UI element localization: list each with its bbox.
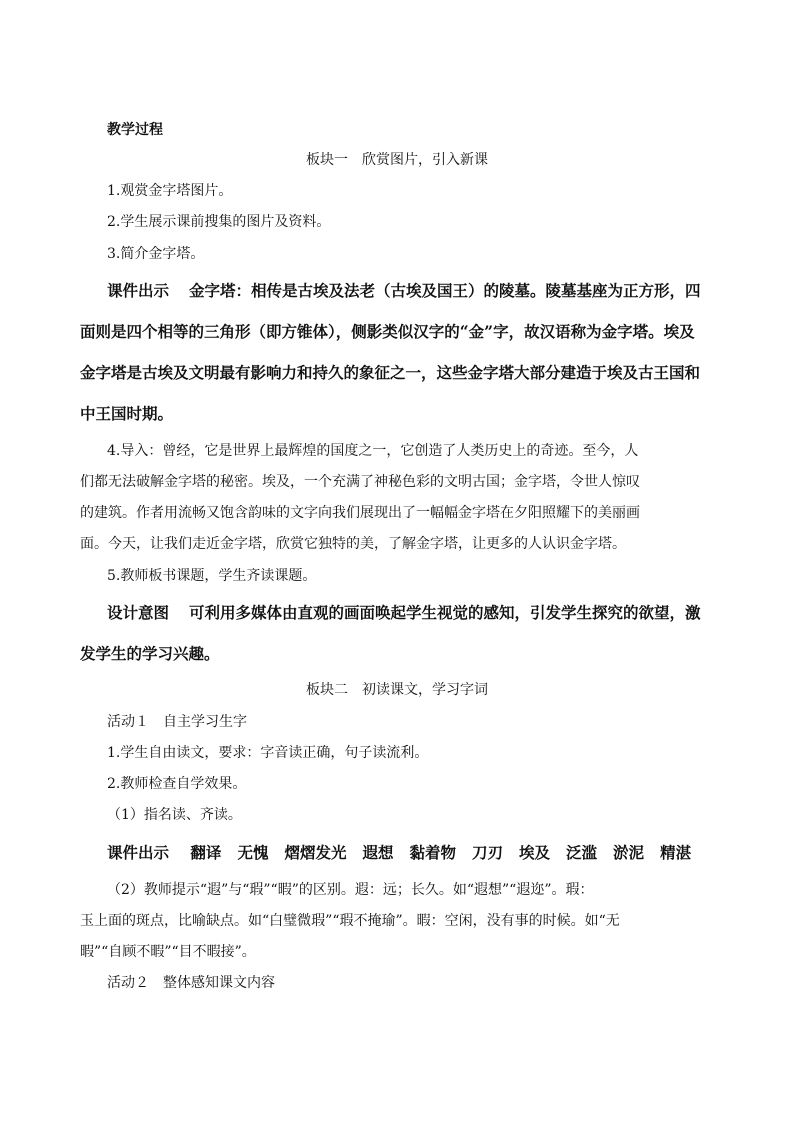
s2-item-3: （1）指名读、齐读。	[107, 807, 242, 823]
s1-intro-line-2: 的建筑。作者用流畅又饱含韵味的文字向我们展现出了一幅幅金字塔在夕阳照耀下的美丽画	[80, 505, 640, 521]
vocab-word: 无愧	[237, 843, 269, 862]
vocab-word: 翻译	[190, 843, 222, 862]
s1-courseware-label: 课件出示	[107, 281, 170, 300]
s2-activity2-title: 整体感知课文内容	[163, 975, 275, 991]
s2-note-line-0: （2）教师提示“遐”与“瑕”“暇”的区别。遐：远；长久。如“遐想”“遐迩”。瑕：	[107, 882, 594, 898]
section1-title	[0, 150, 794, 170]
s1-courseware-text-0: 金字塔：相传是古埃及法老（古埃及国王）的陵墓。陵墓基座为正方形，四	[189, 281, 701, 300]
s1-intro-line-0: 4.导入：曾经，它是世界上最辉煌的国度之一，它创造了人类历史上的奇迹。至今，人	[107, 443, 639, 459]
word-list	[190, 843, 707, 862]
s2-activity1-title: 自主学习生字	[163, 714, 247, 730]
s1-design-text-0: 可利用多媒体由直观的画面唤起学生视觉的感知，引发学生探究的欲望，激	[189, 603, 701, 622]
s2-activity2-label: 活动２	[107, 975, 149, 991]
s2-item-2: 2.教师检查自学效果。	[107, 776, 247, 792]
s2-activity1	[107, 712, 247, 732]
s1-courseware-line-3: 中王国时期。	[80, 404, 174, 423]
heading: 教学过程	[107, 122, 163, 138]
s1-courseware-line-0	[107, 281, 701, 301]
s2-note-line-1: 玉上面的斑点，比喻缺点。如“白璧微瑕”“瑕不掩瑜”。暇：空闲，没有事的时候。如“无	[80, 913, 620, 929]
vocab-word: 精湛	[660, 843, 692, 862]
vocab-word: 淤泥	[613, 843, 645, 862]
s1-intro-line-3: 面。今天，让我们走近金字塔，欣赏它独特的美，了解金字塔，让更多的人认识金字塔。	[80, 536, 626, 552]
s2-note-line-2: 暇”“自顾不暇”“目不暇接”。	[80, 944, 256, 960]
s1-item-1: 1.观赏金字塔图片。	[107, 183, 233, 199]
vocab-word: 埃及	[519, 843, 551, 862]
section2-title-a: 板块二	[306, 682, 348, 698]
s1-courseware-line-2: 金字塔是古埃及文明最有影响力和持久的象征之一，这些金字塔大部分建造于埃及古王国和	[80, 363, 701, 382]
s2-activity2	[107, 973, 275, 993]
vocab-word: 刀刃	[472, 843, 504, 862]
vocab-word: 熠熠发光	[284, 843, 347, 862]
s1-courseware-line-1: 面则是四个相等的三角形（即方锥体），侧影类似汉字的“金”字，故汉语称为金字塔。埃及	[80, 322, 695, 341]
s1-design-line-0	[107, 603, 701, 623]
vocab-word: 泛滥	[566, 843, 598, 862]
s1-item-2: 2.学生展示课前搜集的图片及资料。	[107, 214, 331, 230]
s1-intro-line-1: 们都无法破解金字塔的秘密。埃及，一个充满了神秘色彩的文明古国；金字塔，令世人惊叹	[80, 474, 640, 490]
vocab-word: 遐想	[362, 843, 394, 862]
s2-courseware-label: 课件出示	[107, 843, 170, 862]
section1-title-b: 欣赏图片，引入新课	[362, 152, 488, 168]
s1-item-5: 5.教师板书课题，学生齐读课题。	[107, 568, 317, 584]
vocab-word: 黏着物	[409, 843, 456, 862]
s1-design-label: 设计意图	[107, 603, 170, 622]
s2-item-1: 1.学生自由读文，要求：字音读正确，句子读流利。	[107, 745, 429, 761]
s1-item-3: 3.简介金字塔。	[107, 246, 205, 262]
section2-title	[0, 680, 794, 700]
section1-title-a: 板块一	[306, 152, 348, 168]
s1-design-line-1: 发学生的学习兴趣。	[80, 644, 220, 663]
s2-activity1-label: 活动１	[107, 714, 149, 730]
s2-courseware-words	[107, 843, 707, 863]
section2-title-b: 初读课文，学习字词	[362, 682, 488, 698]
